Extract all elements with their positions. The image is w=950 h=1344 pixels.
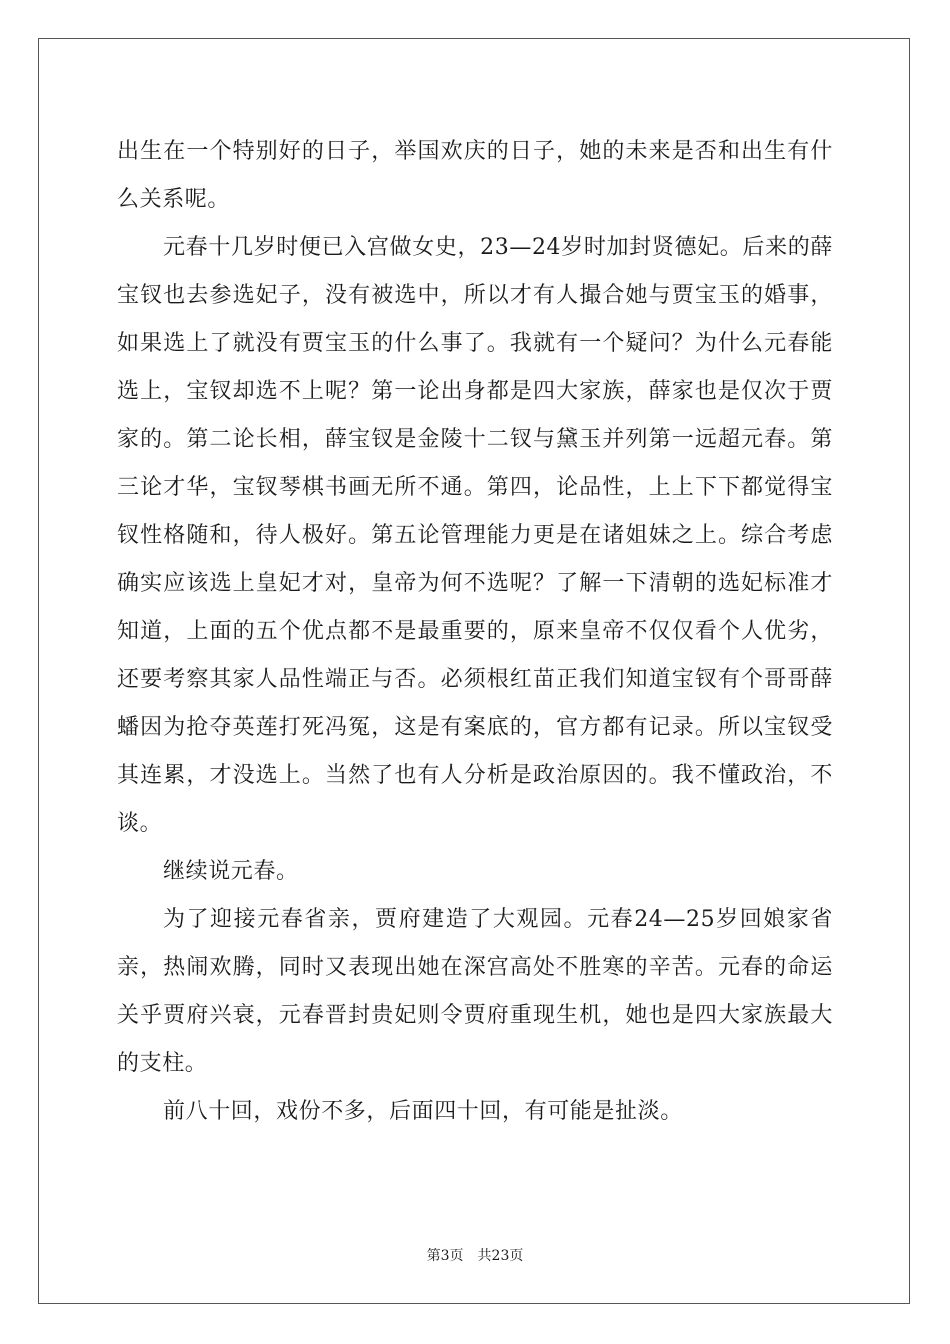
paragraph-3: 继续说元春。 [163, 859, 299, 884]
paragraph-4: 为了迎接元春省亲，贾府建造了大观园。元春24—25岁回娘家省亲，热闹欢腾，同时又表现出她在深宫高处不胜寒的辛苦。元春的命运关乎贾府兴衰，元春晋封贵妃则令贾府重现生机，她也是四大家族最大的支柱。 [117, 907, 833, 1076]
document-body [117, 128, 833, 1136]
page-total: 共23页 [477, 1248, 524, 1264]
page-number: 第3页 [426, 1248, 464, 1264]
paragraph-5: 前八十回，戏份不多，后面四十回，有可能是扯淡。 [163, 1099, 683, 1124]
paragraph-1: 出生在一个特别好的日子，举国欢庆的日子，她的未来是否和出生有什么关系呢。 [117, 139, 833, 212]
page-footer [0, 1247, 950, 1265]
paragraph-2: 元春十几岁时便已入宫做女史，23—24岁时加封贤德妃。后来的薛宝钗也去参选妃子，没有被选中，所以才有人撮合她与贾宝玉的婚事，如果选上了就没有贾宝玉的什么事了。我就有一个疑问？为什么元春能选上，宝钗却选不上呢？第一论出身都是四大家族，薛家也是仅次于贾家的。第二论长相，薛宝钗是金陵十二钗与黛玉并列第一远超元春。第三论才华，宝钗琴棋书画无所不通。第四，论品性，上上下下都觉得宝钗性格随和，待人极好。第五论管理能力更是在诸姐妹之上。综合考虑确实应该选上皇妃才对，皇帝为何不选呢？了解一下清朝的选妃标准才知道，上面的五个优点都不是最重要的，原来皇帝不仅仅看个人优劣，还要考察其家人品性端正与否。必须根红苗正我们知道宝钗有个哥哥薛蟠因为抢夺英莲打死冯冤，这是有案底的，官方都有记录。所以宝钗受其连累，才没选上。当然了也有人分析是政治原因的。我不懂政治，不谈。 [117, 235, 833, 836]
